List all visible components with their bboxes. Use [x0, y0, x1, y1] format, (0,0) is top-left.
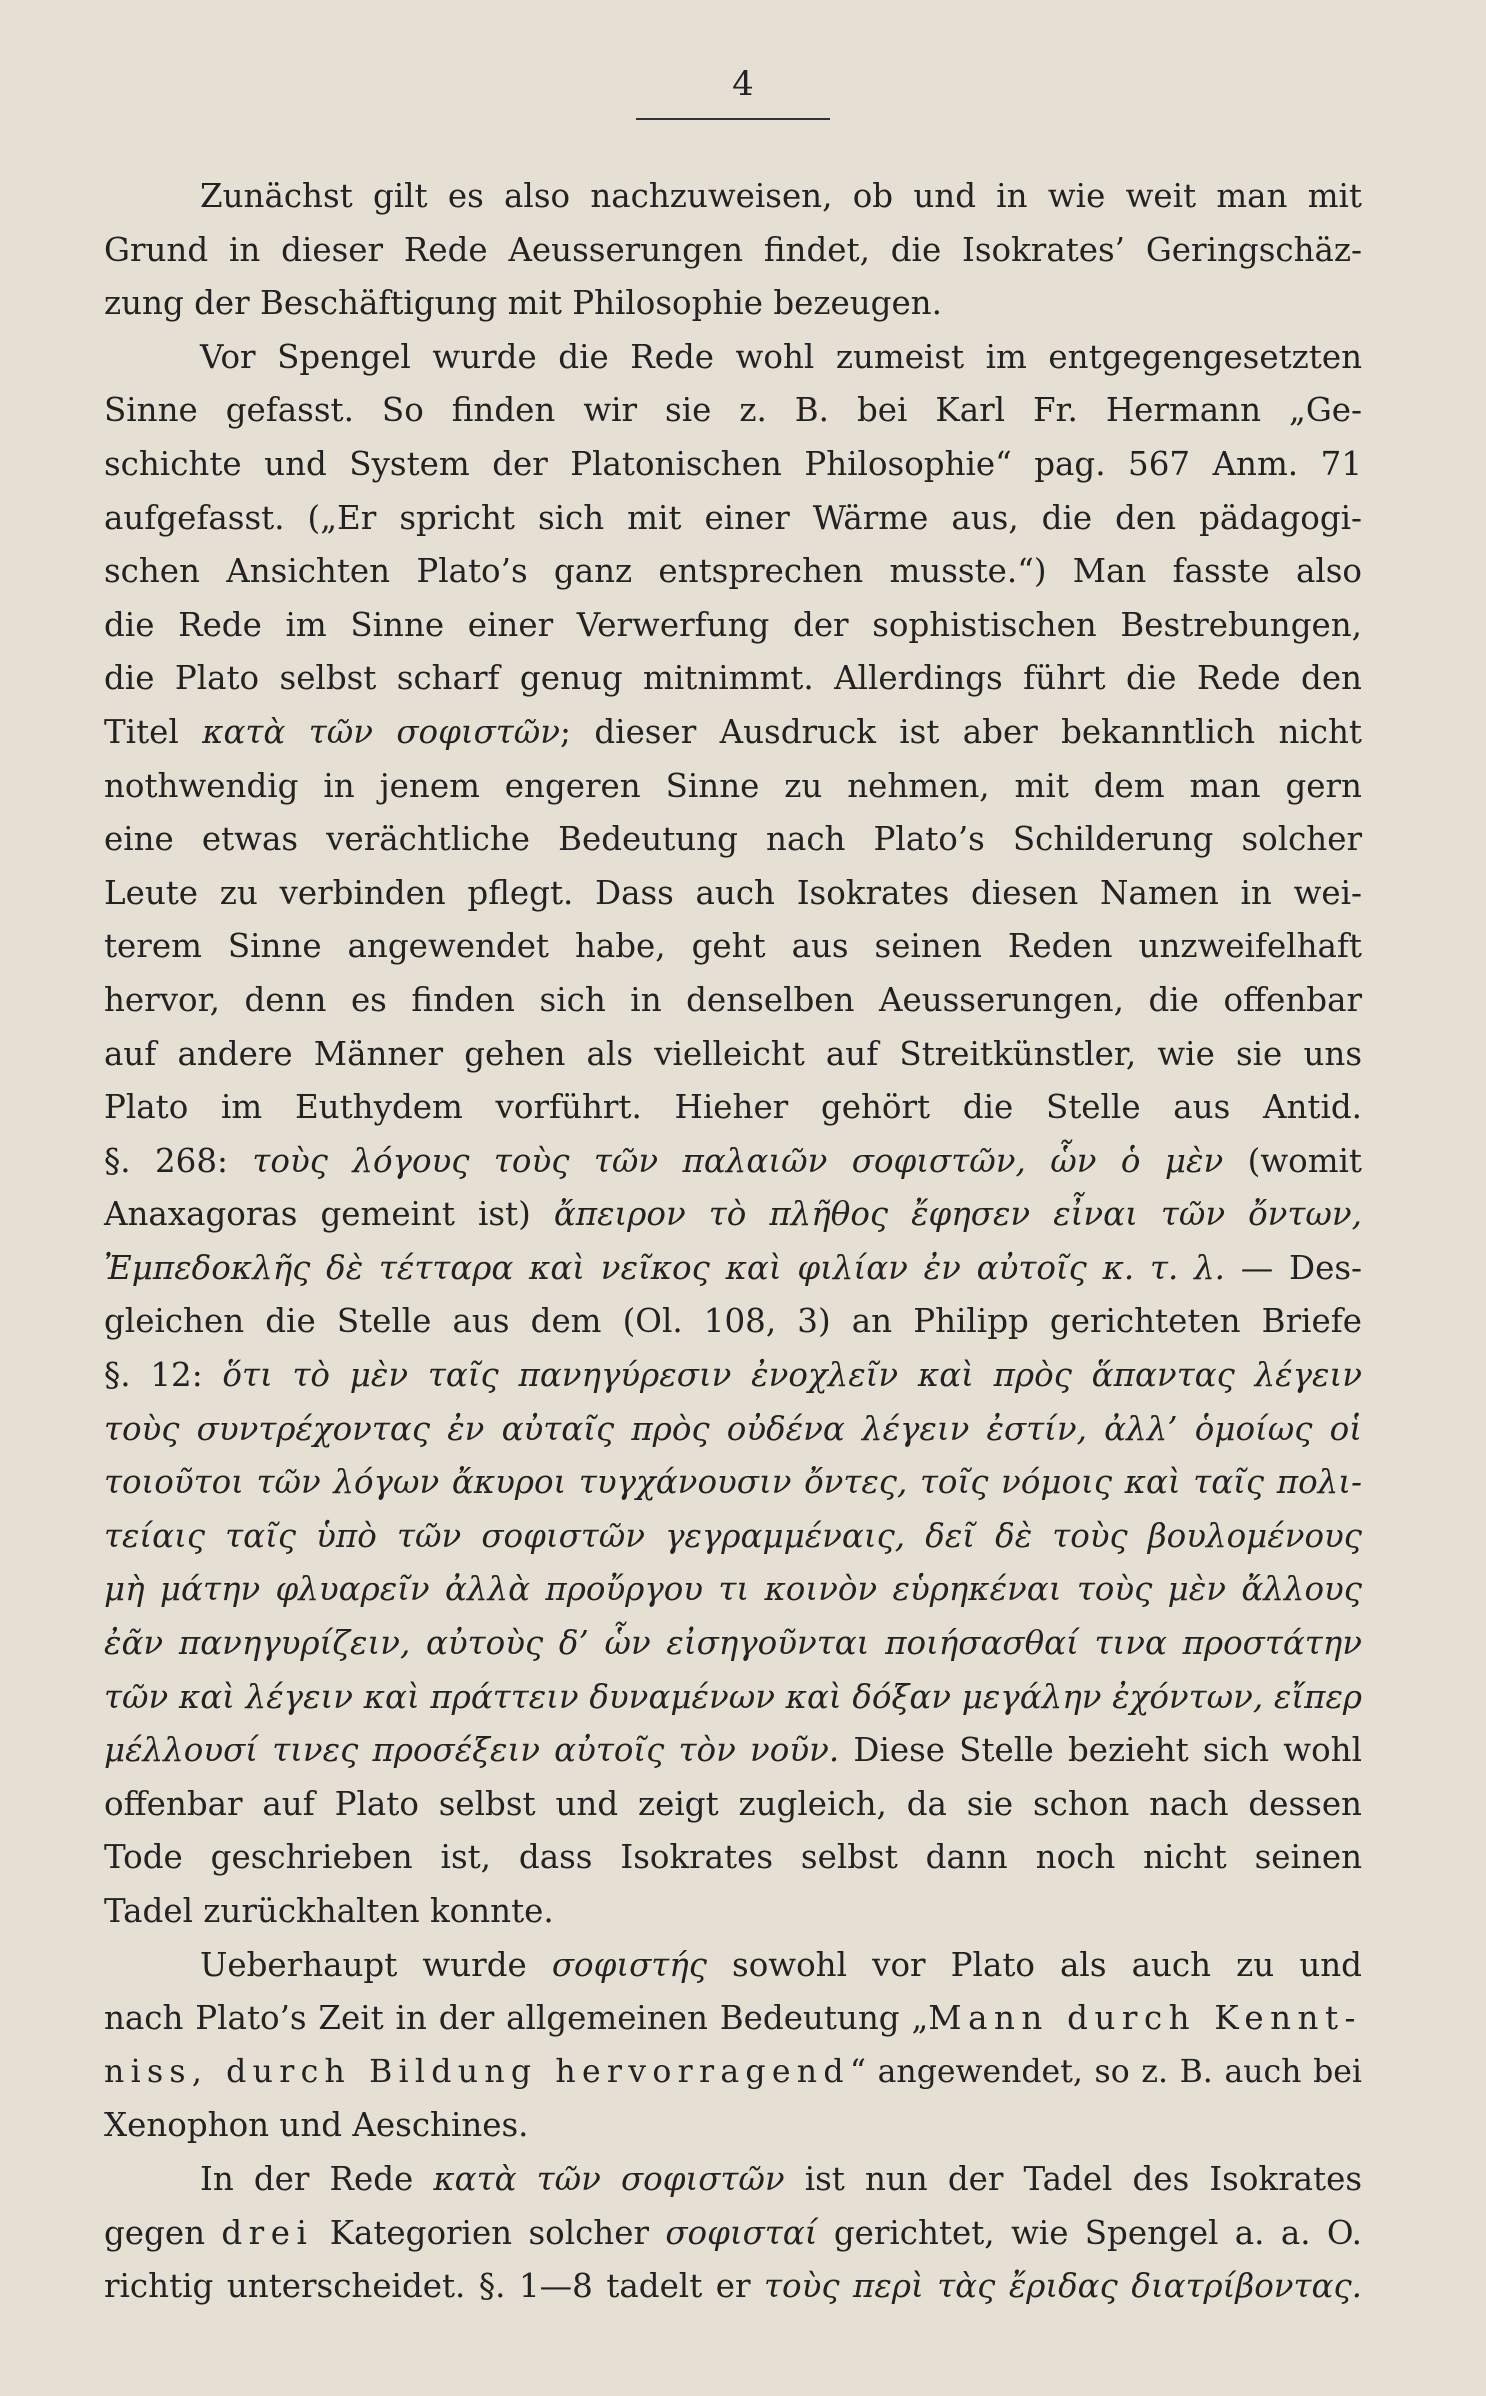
text-line [104, 1242, 1362, 1296]
text-line [104, 170, 1362, 224]
text-line [104, 1081, 1362, 1135]
text-segment: ; dieser Ausdruck ist aber bekanntlich nicht [560, 712, 1362, 751]
text-segment: Sinne gefasst. So finden wir sie z. B. bei Karl Fr. Hermann „Ge- [104, 391, 1362, 430]
text-segment: ist nun der Tadel des Isokrates [784, 2159, 1363, 2198]
greek-quote: ἐᾶν πανηγυρίζειν, αὐτοὺς δ’ ὧν εἰσηγοῦνται ποιήσασθαί τινα προστάτην [104, 1624, 1362, 1663]
spaced-emphasis: niss, durch Bildung hervorragend [104, 2053, 850, 2090]
body-text [104, 170, 1362, 2314]
text-line [104, 224, 1362, 278]
text-segment: schichte und System der Platonischen Philosophie“ pag. 567 Anm. 71 [104, 444, 1362, 483]
text-segment: Tode geschrieben ist, dass Isokrates selbst dann noch nicht seinen [104, 1838, 1362, 1877]
text-segment: Anaxagoras gemeint ist) [104, 1195, 554, 1234]
text-segment: Zunächst gilt es also nachzuweisen, ob und in wie weit man mit [200, 177, 1362, 215]
text-segment: nach Plato’s Zeit in der allgemeinen Bedeutung „ [104, 1999, 929, 2038]
text-line [104, 1778, 1362, 1832]
text-line [104, 545, 1362, 599]
greek-quote: τοὺς περὶ τὰς ἔριδας διατρίβοντας. [764, 2267, 1362, 2306]
text-segment: eine etwas verächtliche Bedeutung nach Plato’s Schilderung solcher [104, 820, 1362, 859]
spaced-emphasis: Mann durch Kennt- [928, 1999, 1362, 2038]
text-line [104, 599, 1362, 653]
text-segment: Ueberhaupt wurde [200, 1945, 552, 1984]
greek-quote: κατὰ τῶν σοφιστῶν [202, 712, 561, 751]
text-segment: gegen [104, 2213, 222, 2252]
text-segment: die Rede im Sinne einer Verwerfung der sophistischen Bestrebungen, [104, 605, 1362, 644]
greek-quote: σοφιστής [551, 1945, 707, 1984]
text-segment: §. 268: [104, 1141, 253, 1180]
text-segment: §. 12: [104, 1356, 223, 1395]
text-segment: (womit [1223, 1141, 1362, 1180]
text-segment: aufgefasst. („Er spricht sich mit einer Wärme aus, die den pädagogi- [104, 498, 1362, 537]
text-segment: — Des- [1225, 1248, 1362, 1287]
text-line [104, 1456, 1362, 1510]
text-line [104, 1885, 1362, 1939]
text-line [104, 2207, 1362, 2261]
text-segment: richtig unterscheidet. §. 1—8 tadelt er [104, 2267, 765, 2306]
text-segment: Kategorien solcher [313, 2213, 666, 2252]
text-line [104, 492, 1362, 546]
text-line [104, 1939, 1362, 1993]
greek-quote: μὴ μάτην φλυαρεῖν ἀλλὰ προὔργου τι κοινὸν εὑρηκέναι τοὺς μὲν ἄλλους [104, 1570, 1362, 1609]
greek-quote: ὅτι τὸ μὲν ταῖς πανηγύρεσιν ἐνοχλεῖν καὶ πρὸς ἅπαντας λέγειν [222, 1356, 1362, 1395]
greek-quote: ἄπειρον τὸ πλῆθος ἔφησεν εἶναι τῶν ὄντων, [553, 1195, 1362, 1234]
text-segment: sowohl vor Plato als auch zu und [706, 1945, 1362, 1984]
text-line [104, 1349, 1362, 1403]
greek-quote: τοιοῦτοι τῶν λόγων ἄκυροι τυγχάνουσιν ὄντες, τοῖς νόμοις καὶ ταῖς πολι- [104, 1463, 1362, 1502]
greek-quote: κατὰ τῶν σοφιστῶν [433, 2159, 785, 2198]
text-segment: Plato im Euthydem vorführt. Hieher gehört die Stelle aus Antid. [104, 1088, 1362, 1127]
text-line [104, 1724, 1362, 1778]
text-line [104, 2046, 1362, 2100]
text-segment: hervor, denn es finden sich in denselben Aeusserungen, die offenbar [104, 980, 1362, 1019]
text-line [104, 1563, 1362, 1617]
text-line [104, 331, 1362, 385]
text-segment: offenbar auf Plato selbst und zeigt zugleich, da sie schon nach dessen [104, 1784, 1362, 1823]
text-segment: Tadel zurückhalten konnte. [104, 1892, 554, 1930]
text-line [104, 1135, 1362, 1189]
text-segment: Vor Spengel wurde die Rede wohl zumeist im entgegengesetzten [200, 337, 1362, 376]
text-line [104, 1188, 1362, 1242]
text-segment: die Plato selbst scharf genug mitnimmt. Allerdings führt die Rede den [104, 659, 1362, 698]
greek-quote: τοὺς λόγους τοὺς τῶν παλαιῶν σοφιστῶν, ὧν ὁ μὲν [252, 1141, 1224, 1180]
greek-quote: τῶν καὶ λέγειν καὶ πράττειν δυναμένων καὶ δόξαν μεγάλην ἐχόντων, εἴπερ [104, 1677, 1362, 1716]
text-line [104, 2099, 1362, 2153]
page-number: 4 [732, 64, 754, 104]
text-segment: gerichtet, wie Spengel a. a. O. [817, 2213, 1363, 2252]
greek-quote: μέλλουσί τινες προσέξειν αὐτοῖς τὸν νοῦν. [104, 1731, 840, 1770]
header-rule [636, 118, 830, 120]
text-segment: terem Sinne angewendet habe, geht aus seinen Reden unzweifelhaft [104, 927, 1362, 966]
text-line [104, 706, 1362, 760]
text-line [104, 974, 1362, 1028]
text-line [104, 438, 1362, 492]
text-segment: zung der Beschäftigung mit Philosophie bezeugen. [104, 284, 942, 323]
text-segment: Titel [104, 712, 203, 751]
greek-quote: τείαις ταῖς ὑπὸ τῶν σοφιστῶν γεγραμμέναις, δεῖ δὲ τοὺς βουλομένους [104, 1516, 1362, 1555]
text-line [104, 813, 1362, 867]
text-segment: In der Rede [200, 2159, 434, 2198]
text-segment: Leute zu verbinden pflegt. Dass auch Isokrates diesen Namen in wei- [104, 873, 1362, 912]
greek-quote: τοὺς συντρέχοντας ἐν αὐταῖς πρὸς οὐδένα λέγειν ἐστίν, ἀλλ’ ὁμοίως οἱ [104, 1409, 1362, 1448]
text-line [104, 1617, 1362, 1671]
text-segment: Diese Stelle bezieht sich wohl [839, 1731, 1363, 1770]
text-segment: auf andere Männer gehen als vielleicht auf Streitkünstler, wie sie uns [104, 1034, 1362, 1073]
text-line [104, 1992, 1362, 2046]
text-line [104, 1403, 1362, 1457]
text-segment: Grund in dieser Rede Aeusserungen findet, die Isokrates’ Geringschäz- [104, 230, 1362, 269]
greek-quote: σοφισταί [665, 2213, 818, 2252]
text-segment: gleichen die Stelle aus dem (Ol. 108, 3) an Philipp gerichteten Briefe [104, 1302, 1362, 1341]
text-line [104, 1028, 1362, 1082]
text-segment: nothwendig in jenem engeren Sinne zu nehmen, mit dem man gern [104, 766, 1362, 805]
text-line [104, 1671, 1362, 1725]
text-line [104, 760, 1362, 814]
text-segment: “ angewendet, so z. B. auch bei [849, 2053, 1362, 2090]
text-line [104, 920, 1362, 974]
text-line [104, 1831, 1362, 1885]
text-line [104, 1295, 1362, 1349]
greek-quote: Ἐμπεδοκλῆς δὲ τέτταρα καὶ νεῖκος καὶ φιλίαν ἐν αὐτοῖς κ. τ. λ. [104, 1248, 1226, 1287]
text-line [104, 384, 1362, 438]
text-line [104, 867, 1362, 921]
spaced-emphasis: drei [221, 2213, 314, 2252]
text-line [104, 277, 1362, 331]
text-segment: schen Ansichten Plato’s ganz entsprechen musste.“) Man fasste also [104, 552, 1362, 591]
text-line [104, 2260, 1362, 2314]
text-line [104, 2153, 1362, 2207]
text-segment: Xenophon und Aeschines. [104, 2106, 529, 2145]
text-line [104, 1510, 1362, 1564]
text-line [104, 652, 1362, 706]
